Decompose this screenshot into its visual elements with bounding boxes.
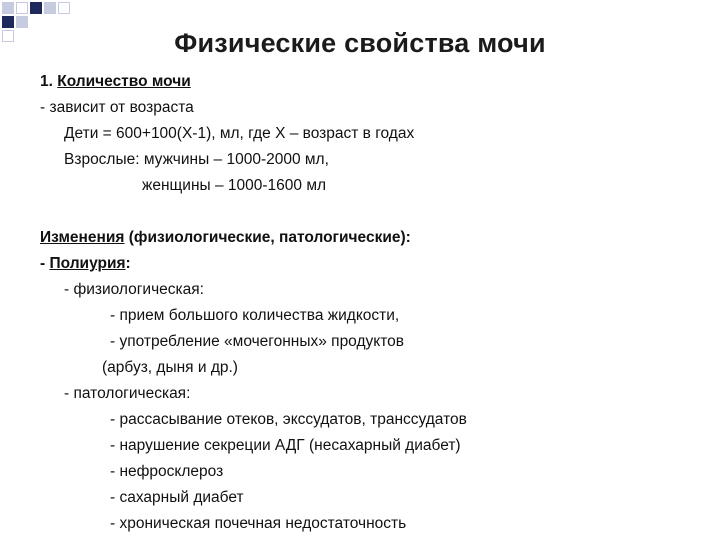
- section1-line-age: - зависит от возраста: [40, 99, 194, 116]
- patho-item-diabetes: - сахарный диабет: [110, 489, 244, 506]
- polyuria-label: Полиурия: [49, 255, 126, 272]
- section1-line-adults-women: женщины – 1000-1600 мл: [142, 177, 327, 194]
- section1-heading: [40, 72, 191, 92]
- section1-line-adults-men: Взрослые: мужчины – 1000-2000 мл,: [64, 151, 329, 168]
- patho-item-edema: - рассасывание отеков, экссудатов, транссудатов: [110, 411, 467, 428]
- polyuria-suffix: :: [125, 255, 131, 272]
- physio-label: - физиологическая:: [64, 281, 204, 298]
- patho-item-adh: - нарушение секреции АДГ (несахарный диабет): [110, 437, 461, 454]
- section1-heading-text: Количество мочи: [57, 73, 191, 90]
- section1-number: 1.: [40, 73, 58, 90]
- section2-heading-rest: (физиологические, патологические):: [124, 229, 411, 246]
- physio-item-diuretic: - употребление «мочегонных» продуктов: [110, 333, 404, 350]
- polyuria-heading: [40, 254, 131, 274]
- patho-item-nephrosclerosis: - нефросклероз: [110, 463, 224, 480]
- patho-label: - патологическая:: [64, 385, 191, 402]
- section2-heading-underlined: Изменения: [40, 229, 125, 246]
- physio-item-examples: (арбуз, дыня и др.): [102, 359, 238, 376]
- patho-item-ckd: - хроническая почечная недостаточность: [110, 515, 407, 532]
- section2-heading: [40, 228, 411, 248]
- slide-title: Физические свойства мочи: [174, 28, 546, 58]
- polyuria-prefix: -: [40, 255, 50, 272]
- physio-item-fluid: - прием большого количества жидкости,: [110, 307, 400, 324]
- section1-line-children: Дети = 600+100(Х-1), мл, где Х – возраст в годах: [64, 125, 415, 142]
